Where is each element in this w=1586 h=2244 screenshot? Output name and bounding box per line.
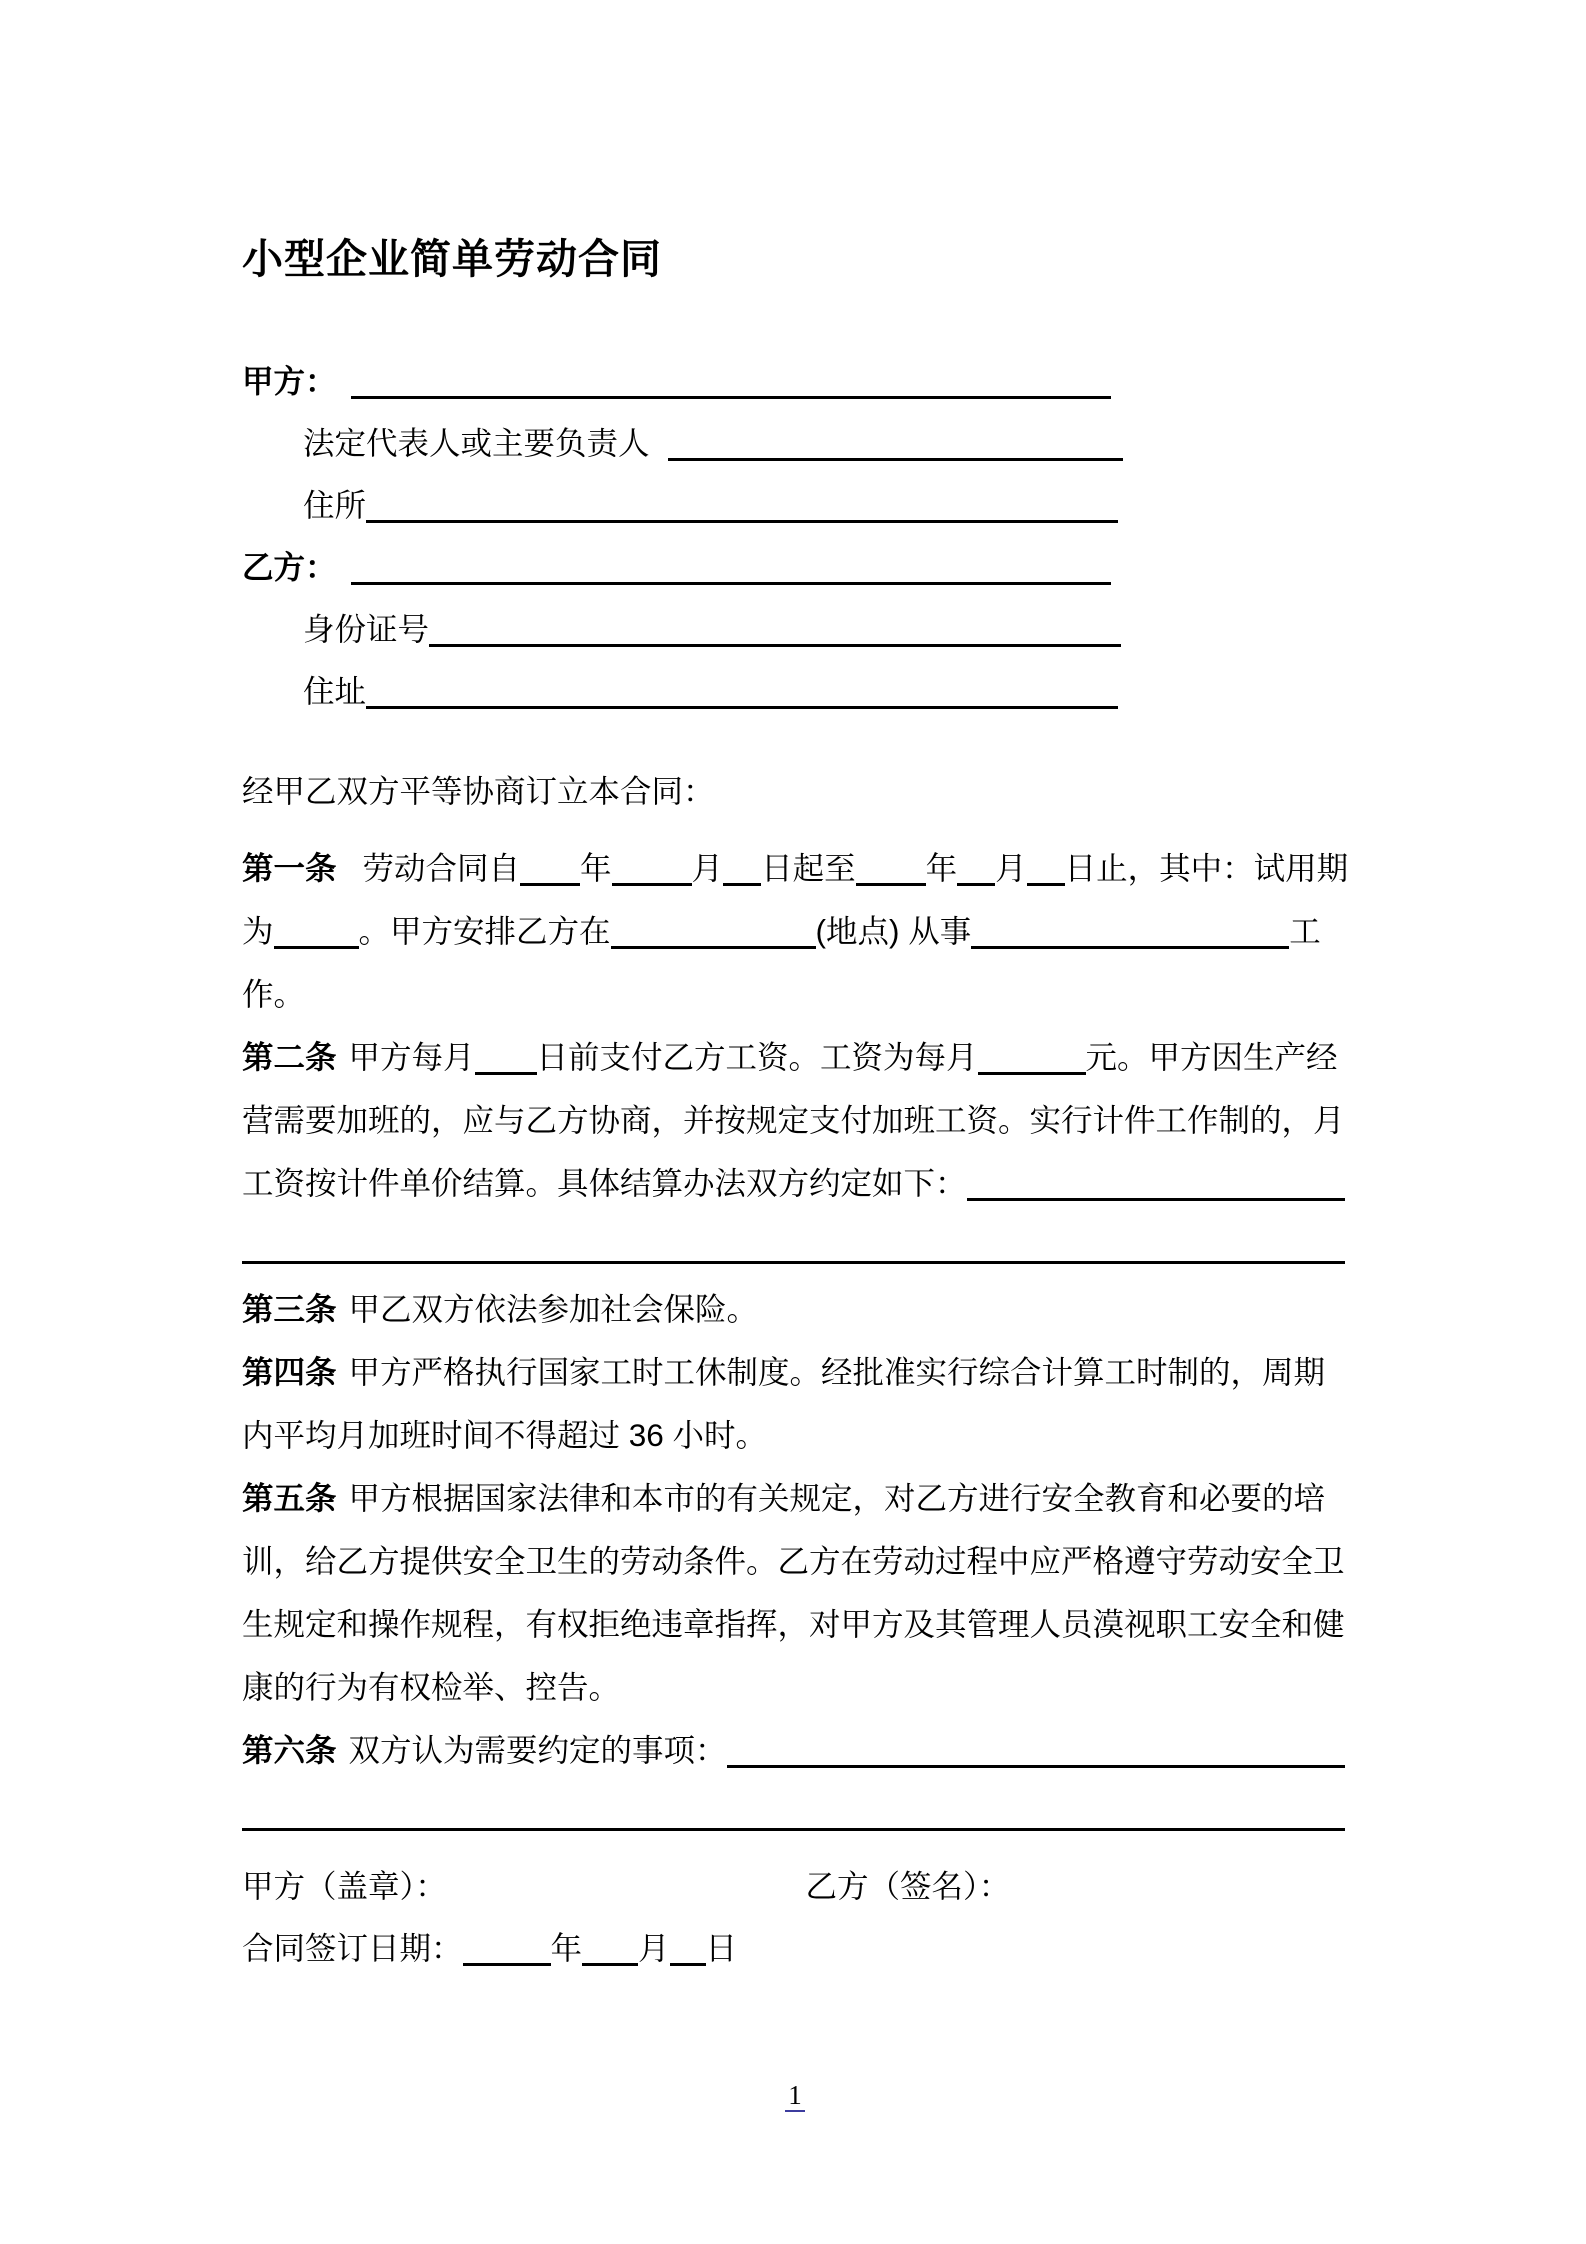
text-run: 作。 bbox=[242, 976, 306, 1012]
party-b-signature-label: 乙方（签名）： bbox=[805, 1868, 1011, 1904]
text-run: 双方认为需要约定的事项： bbox=[348, 1732, 727, 1768]
text-run: 年 bbox=[550, 1930, 583, 1966]
text-run: 住址 bbox=[303, 673, 367, 709]
text-run: 法定代表人或主要负责人 bbox=[303, 425, 650, 461]
article-line bbox=[242, 1152, 1348, 1215]
party-field-line bbox=[242, 660, 1348, 722]
article-line bbox=[242, 1719, 1348, 1782]
blank-fill-line bbox=[351, 552, 1111, 585]
article-line bbox=[242, 963, 1348, 1026]
blank-fill-line bbox=[520, 853, 580, 886]
bold-label: 甲方： bbox=[242, 363, 337, 399]
article-line bbox=[242, 1278, 1348, 1341]
bold-label: 第一条 bbox=[242, 850, 337, 886]
article-line bbox=[242, 1026, 1348, 1089]
blank-fill-line bbox=[429, 614, 1121, 647]
text-run: 训，给乙方提供安全卫生的劳动条件。乙方在劳动过程中应严格遵守劳动安全卫 bbox=[242, 1543, 1345, 1579]
blank-fill-line bbox=[582, 1933, 638, 1966]
document-title: 小型企业简单劳动合同 bbox=[242, 236, 662, 282]
bold-label: 乙方： bbox=[242, 549, 337, 585]
text-run: 日起至 bbox=[761, 850, 856, 886]
text-run: 甲乙双方依法参加社会保险。 bbox=[348, 1291, 759, 1327]
party-field-line bbox=[242, 536, 1348, 598]
text-run: 月 bbox=[995, 850, 1027, 886]
text-run: 康的行为有权检举、控告。 bbox=[242, 1669, 621, 1705]
text-run: 。甲方安排乙方在 bbox=[358, 913, 611, 949]
article-line bbox=[242, 1341, 1348, 1404]
text-run: 年 bbox=[580, 850, 612, 886]
blank-fill-line bbox=[463, 1933, 551, 1966]
blank-fill-line bbox=[967, 1168, 1345, 1201]
bold-label: 第六条 bbox=[242, 1732, 337, 1768]
article-line bbox=[242, 1404, 1348, 1467]
signature-row bbox=[242, 1855, 1348, 1917]
bold-label: 第二条 bbox=[242, 1039, 337, 1075]
text-run: 生规定和操作规程，有权拒绝违章指挥，对甲方及其管理人员漠视职工安全和健 bbox=[242, 1606, 1345, 1642]
blank-fill-line bbox=[856, 853, 926, 886]
bold-label: 第三条 bbox=[242, 1291, 337, 1327]
text-run: 日止，其中：试用期 bbox=[1064, 850, 1349, 886]
text-run: (地点) 从事 bbox=[815, 913, 972, 949]
text-run: 年 bbox=[925, 850, 958, 886]
blank-fill-line bbox=[668, 428, 1123, 461]
text-run: 内平均月加班时间不得超过 36 小时。 bbox=[242, 1417, 768, 1453]
separator-line bbox=[242, 1231, 1345, 1264]
separator-rule bbox=[242, 1215, 1348, 1278]
text-run: 工 bbox=[1289, 913, 1321, 949]
article-line bbox=[242, 1089, 1348, 1152]
text-run: 合同签订日期： bbox=[242, 1930, 463, 1966]
party-field-line bbox=[242, 598, 1348, 660]
page-number: 1 bbox=[785, 2080, 805, 2112]
text-run: 甲方严格执行国家工时工休制度。经批准实行综合计算工时制的，周期 bbox=[348, 1354, 1326, 1390]
blank-fill-line bbox=[978, 1042, 1086, 1075]
blank-fill-line bbox=[351, 366, 1111, 399]
blank-fill-line bbox=[670, 1933, 706, 1966]
blank-fill-line bbox=[1027, 853, 1065, 886]
blank-fill-line bbox=[957, 853, 995, 886]
intro-text: 经甲乙双方平等协商订立本合同： bbox=[242, 773, 715, 809]
signature-section bbox=[242, 1855, 1348, 1979]
bold-label: 第五条 bbox=[242, 1480, 337, 1516]
signing-date-line bbox=[242, 1917, 1348, 1979]
text-run: 日 bbox=[705, 1930, 738, 1966]
separator-rule bbox=[242, 1782, 1348, 1845]
text-run: 月 bbox=[638, 1930, 670, 1966]
blank-fill-line bbox=[971, 916, 1289, 949]
blank-fill-line bbox=[723, 853, 761, 886]
text-run: 甲方根据国家法律和本市的有关规定，对乙方进行安全教育和必要的培 bbox=[348, 1480, 1326, 1516]
text-run: 劳动合同自 bbox=[362, 850, 521, 886]
article-line bbox=[242, 1593, 1348, 1656]
blank-fill-line bbox=[611, 916, 816, 949]
text-run: 元。甲方因生产经 bbox=[1085, 1039, 1338, 1075]
blank-fill-line bbox=[366, 676, 1118, 709]
article-line bbox=[242, 900, 1348, 963]
article-line bbox=[242, 1467, 1348, 1530]
text-run: 工资按计件单价结算。具体结算办法双方约定如下： bbox=[242, 1165, 967, 1201]
page-number-area bbox=[242, 2075, 1348, 2115]
bold-label: 第四条 bbox=[242, 1354, 337, 1390]
blank-fill-line bbox=[475, 1042, 537, 1075]
article-line bbox=[242, 837, 1348, 900]
text-run: 为 bbox=[242, 913, 274, 949]
text-run: 日前支付乙方工资。工资为每月 bbox=[536, 1039, 978, 1075]
blank-fill-line bbox=[727, 1735, 1345, 1768]
separator-line bbox=[242, 1798, 1345, 1831]
contract-articles bbox=[242, 837, 1348, 1845]
article-line bbox=[242, 1530, 1348, 1593]
party-a-signature-label: 甲方（盖章）： bbox=[242, 1868, 447, 1904]
blank-fill-line bbox=[612, 853, 692, 886]
party-info-section bbox=[242, 350, 1348, 722]
party-field-line bbox=[242, 350, 1348, 412]
text-run: 月 bbox=[691, 850, 724, 886]
party-field-line bbox=[242, 474, 1348, 536]
text-run: 住所 bbox=[303, 487, 367, 523]
article-line bbox=[242, 1656, 1348, 1719]
text-run: 营需要加班的，应与乙方协商，并按规定支付加班工资。实行计件工作制的，月 bbox=[242, 1102, 1345, 1138]
blank-fill-line bbox=[366, 490, 1118, 523]
text-run: 身份证号 bbox=[303, 611, 430, 647]
party-field-line bbox=[242, 412, 1348, 474]
blank-fill-line bbox=[274, 916, 359, 949]
text-run: 甲方每月 bbox=[348, 1039, 475, 1075]
